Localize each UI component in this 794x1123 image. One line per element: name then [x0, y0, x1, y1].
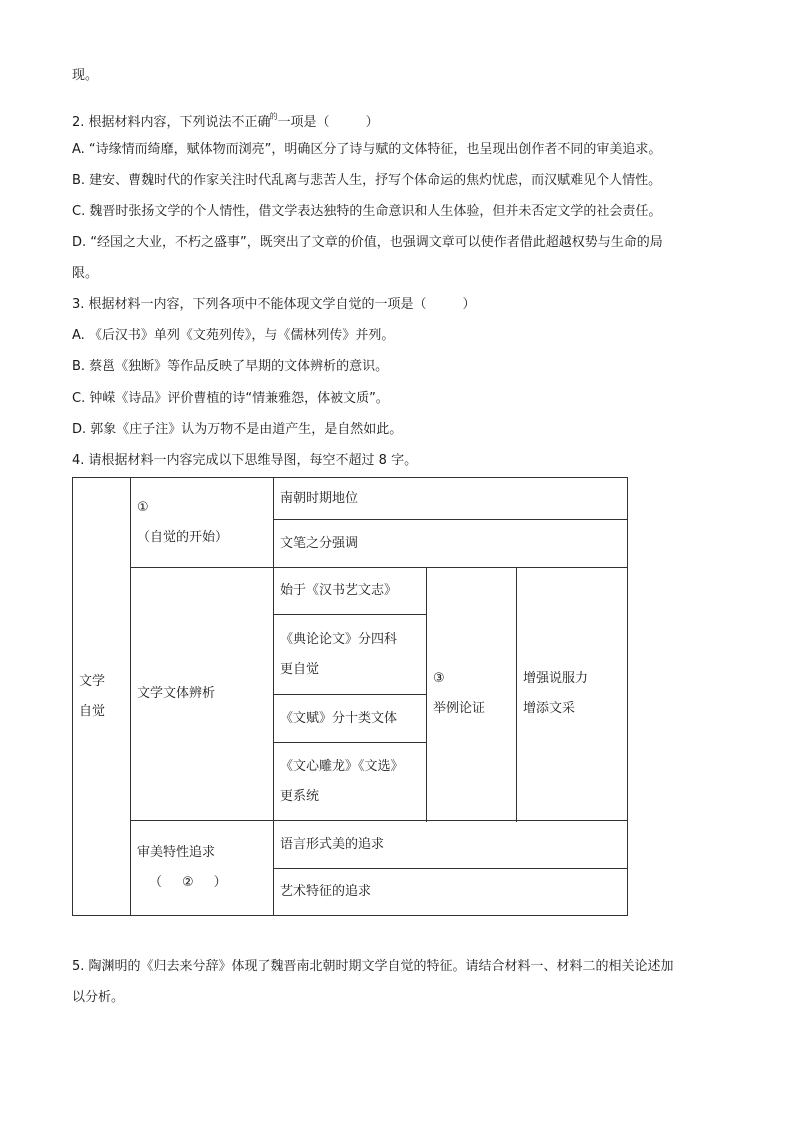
q2-stem-close: ）	[365, 115, 379, 130]
branch2-method-label: 举例论证	[433, 701, 486, 716]
branch2-item4-line2: 更系统	[280, 788, 320, 804]
q3-option-a: A. 《后汉书》单列《文苑列传》，与《儒林列传》并列。	[72, 328, 395, 343]
mind-map-root	[73, 478, 131, 916]
blank2	[137, 868, 267, 898]
branch3-node	[131, 821, 274, 916]
q2-stem	[72, 108, 379, 132]
blank2-open: （	[149, 875, 163, 890]
branch1-label: （自觉的开始）	[137, 529, 229, 545]
q5-stem-line2: 以分析。	[72, 990, 125, 1005]
branch2-node: 文学文体辨析	[131, 568, 274, 821]
q3-stem	[72, 296, 476, 314]
blank1-number: ①	[137, 499, 149, 515]
root-line1: 文学	[79, 673, 106, 689]
q3-option-b: B. 蔡邕《独断》等作品反映了早期的文体辨析的意识。	[72, 359, 389, 374]
q2-option-d-line2: 限。	[72, 266, 99, 281]
branch2-item1: 始于《汉书艺文志》	[274, 568, 427, 615]
branch2-item4-line1: 《文心雕龙》《文选》	[280, 758, 404, 774]
branch2-item2-line2: 更自觉	[280, 661, 320, 677]
branch2-item4	[274, 743, 427, 821]
branch3-label: 审美特性追求	[137, 845, 216, 860]
q4-stem: 4. 请根据材料一内容完成以下思维导图，每空不超过 8 字。	[72, 453, 418, 468]
branch2-item2	[274, 615, 427, 695]
branch1-item1: 南朝时期地位	[274, 478, 628, 520]
q3-option-d: D. 郭象《庄子注》认为万物不是由道产生，是自然如此。	[72, 422, 403, 437]
branch2-item3: 《文赋》分十类文体	[274, 695, 427, 743]
q2-stem-text-b: 一项是（	[277, 115, 330, 130]
q3-stem-text: 3. 根据材料一内容，下列各项中不能体现文学自觉的一项是（	[72, 297, 427, 312]
branch1-node	[131, 478, 274, 568]
q2-option-c: C. 魏晋时张扬文学的个人情性，借文学表达独特的生命意识和人生体验，但并未否定文学的社会责任。	[72, 204, 662, 219]
blank2-close: ）	[213, 875, 227, 890]
q3-stem-close: ）	[462, 297, 476, 312]
branch3-item1: 语言形式美的追求	[274, 821, 628, 869]
root-line2: 自觉	[79, 703, 106, 719]
branch1-item2: 文笔之分强调	[274, 520, 628, 568]
q2-option-a: A. “诗缘情而绮靡，赋体物而浏亮”，明确区分了诗与赋的文体特征，也呈现出创作者不同的审美追求。	[72, 142, 662, 157]
q2-stem-text: 2. 根据材料内容，下列说法不正确	[72, 115, 271, 130]
q2-option-b: B. 建安、曹魏时代的作家关注时代乱离与悲苦人生，抒写个体命运的焦灼忧虑，而汉赋难见个人情性。	[72, 173, 662, 188]
q5-stem-line1: 5. 陶渊明的《归去来兮辞》体现了魏晋南北朝时期文学自觉的特征。请结合材料一、材料二的相关论述加	[72, 959, 674, 974]
mind-map-table	[72, 477, 628, 916]
q2-option-d-line1: D. “经国之大业，不朽之盛事”，既突出了文章的价值，也强调文章可以使作者借此超越权势与生命的局	[72, 235, 663, 250]
continuation-text: 现。	[72, 68, 99, 83]
blank2-number: ②	[182, 875, 194, 890]
effect-line2: 增添文采	[523, 701, 576, 716]
q2-stem-small-char: 的	[269, 112, 278, 121]
branch2-method-node	[427, 568, 517, 821]
q3-option-c: C. 钟嵘《诗品》评价曹植的诗“情兼雅怨，体被文质”。	[72, 391, 389, 406]
branch2-item2-line1: 《典论论文》分四科	[280, 631, 398, 647]
effect-line1: 增强说服力	[523, 671, 589, 686]
blank3-number: ③	[433, 671, 445, 686]
branch2-effect-node	[517, 568, 628, 821]
branch3-item2: 艺术特征的追求	[274, 869, 628, 916]
